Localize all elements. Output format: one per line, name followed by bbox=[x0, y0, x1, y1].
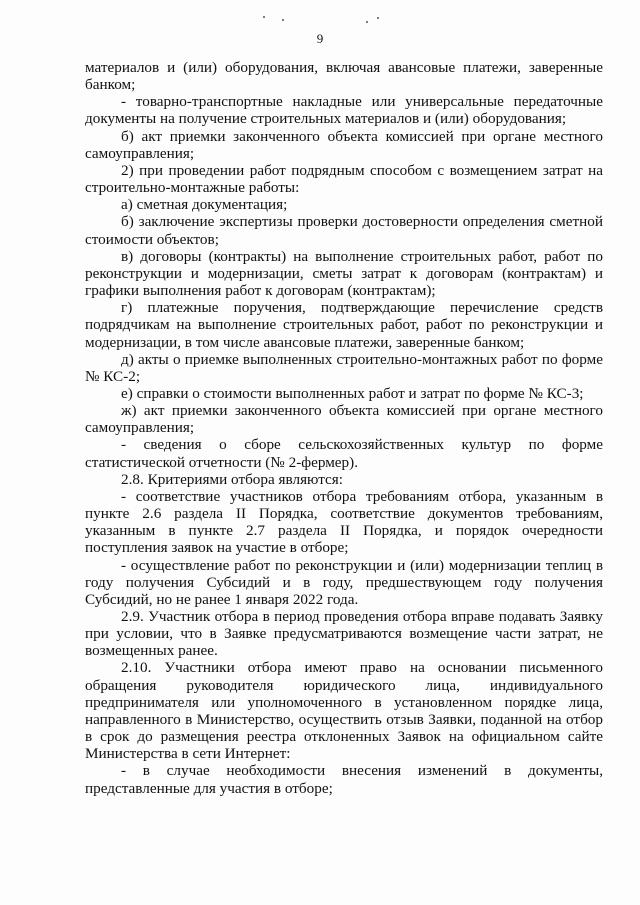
paragraph: б) заключение экспертизы проверки достоверности определения сметной стоимости объектов; bbox=[85, 213, 603, 248]
scan-speck bbox=[282, 19, 284, 21]
paragraph: а) сметная документация; bbox=[121, 196, 288, 214]
paragraph: е) справки о стоимости выполненных работ и затрат по форме № КС-3; bbox=[121, 384, 584, 402]
paragraph: - в случае необходимости внесения изменений в документы, представленные для участия в отборе; bbox=[85, 762, 603, 797]
page-number: 9 bbox=[316, 31, 324, 46]
scan-speck bbox=[366, 21, 368, 23]
paragraph: - соответствие участников отбора требованиям отбора, указанным в пункте 2.6 раздела II Порядка, соответствие документов требованиям, указанным в пункте 2.7 раздела II Порядка, и порядок очередности поступления заявок на участие в отборе; bbox=[85, 487, 603, 557]
paragraph: 2.10. Участники отбора имеют право на основании письменного обращения руководителя юридического лица, индивидуального предпринимателя или уполномоченного в установленном порядке лица, направленного в Министерство, осуществить отзыв Заявки, поданной на отбор в срок до размещения реестра отклоненных Заявок на официальном сайте Министерства в сети Интернет: bbox=[85, 659, 603, 763]
paragraph: ж) акт приемки законченного объекта комиссией при органе местного самоуправления; bbox=[85, 402, 603, 437]
paragraph: 2) при проведении работ подрядным способом с возмещением затрат на строительно-монтажные работы: bbox=[85, 161, 603, 197]
scan-speck bbox=[263, 16, 265, 18]
paragraph: д) акты о приемке выполненных строительно-монтажных работ по форме № КС-2; bbox=[85, 350, 603, 385]
paragraph: 2.8. Критериями отбора являются: bbox=[121, 470, 343, 488]
paragraph: г) платежные поручения, подтверждающие перечисление средств подрядчикам на выполнение строительных работ, работ по реконструкции и модернизации, в том числе авансовые платежи, заверенные банком; bbox=[85, 299, 603, 351]
scan-speck bbox=[377, 17, 379, 19]
paragraph: - сведения о сборе сельскохозяйственных культур по форме статистической отчетности (№ 2-фермер). bbox=[85, 436, 603, 471]
paragraph: материалов и (или) оборудования, включая авансовые платежи, заверенные банком; bbox=[85, 59, 603, 94]
paragraph: в) договоры (контракты) на выполнение строительных работ, работ по реконструкции и модернизации, сметы затрат к договорам (контрактам) и графики выполнения работ к договорам (контрактам); bbox=[85, 247, 603, 300]
paragraph: 2.9. Участник отбора в период проведения отбора вправе подавать Заявку при условии, что в Заявке предусматриваются возмещение части затрат, не возмещенных ранее. bbox=[85, 608, 603, 660]
paragraph: - товарно-транспортные накладные или универсальные передаточные документы на получение строительных материалов и (или) оборудования; bbox=[85, 93, 603, 128]
paragraph: б) акт приемки законченного объекта комиссией при органе местного самоуправления; bbox=[85, 127, 603, 162]
paragraph: - осуществление работ по реконструкции и (или) модернизации теплиц в году получения Субсидий и в году, предшествующем году получения Субсидий, но не ранее 1 января 2022 года. bbox=[85, 556, 603, 608]
document-body bbox=[85, 59, 603, 797]
